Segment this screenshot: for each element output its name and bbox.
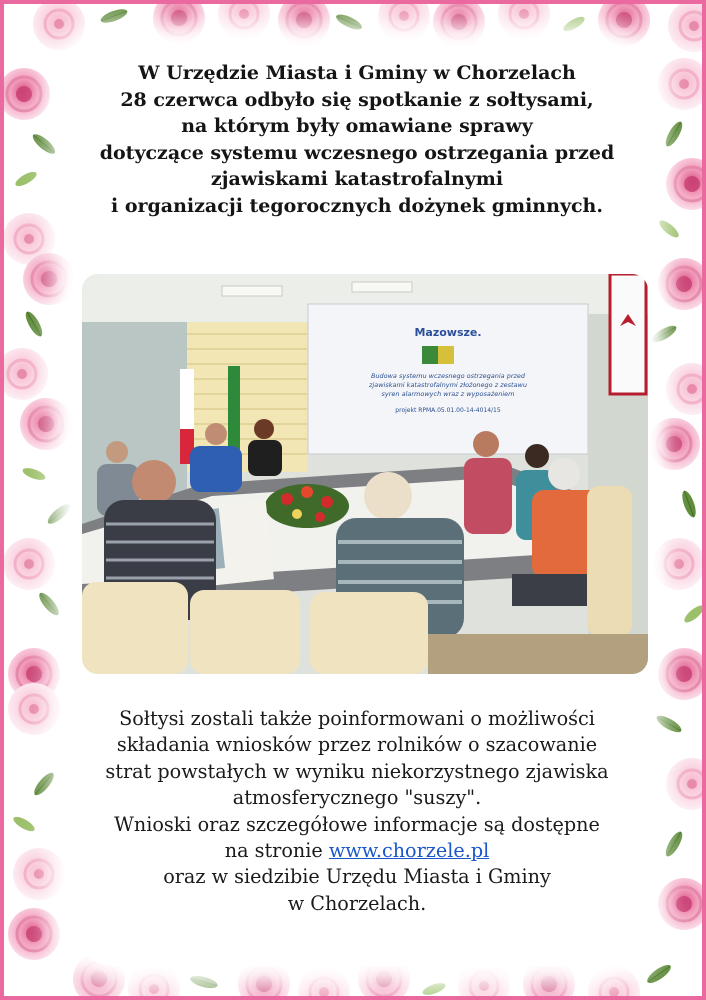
meeting-photo-image <box>82 274 648 674</box>
meeting-photo <box>82 274 648 674</box>
body-line: atmosferycznego "suszy". <box>232 786 482 810</box>
body-line-prefix: na stronie <box>224 839 329 863</box>
body-line: składania wniosków przez rolników o szacowanie <box>116 733 598 757</box>
headline-line: i organizacji tegorocznych dożynek gminnych. <box>111 194 603 217</box>
body-line-with-link <box>64 838 650 864</box>
screen-caption-1: Budowa systemu wczesnego ostrzegania przed <box>370 372 526 380</box>
body-line: oraz w siedzibie Urzędu Miasta i Gminy <box>163 865 551 889</box>
headline-line: W Urzędzie Miasta i Gminy w Chorzelach <box>138 62 576 84</box>
headline-line: dotyczące systemu wczesnego ostrzegania przed <box>99 141 615 164</box>
website-link[interactable]: www.chorzele.pl <box>328 839 490 863</box>
headline-line: zjawiskami katastrofalnymi <box>210 168 504 190</box>
body-line: Sołtysi zostali także poinformowani o możliwości <box>119 707 595 730</box>
screen-caption-3: syren alarmowych wraz z wyposażeniem <box>381 390 515 398</box>
body-text <box>64 706 650 917</box>
headline <box>82 60 632 219</box>
screen-caption-2: zjawiskami katastrofalnymi złożonego z zestawu <box>369 381 527 389</box>
screen-code: projekt RPMA.05.01.00-14-4014/15 <box>395 407 501 414</box>
screen-logo: Mazowsze. <box>414 326 482 339</box>
body-line: w Chorzelach. <box>287 891 427 915</box>
headline-line: 28 czerwca odbyło się spotkanie z sołtysami, <box>120 88 594 111</box>
body-line: strat powstałych w wyniku niekorzystnego zjawiska <box>105 759 609 783</box>
body-line: Wnioski oraz szczegółowe informacje są dostępne <box>114 812 600 836</box>
headline-line: na którym były omawiane sprawy <box>181 115 533 137</box>
